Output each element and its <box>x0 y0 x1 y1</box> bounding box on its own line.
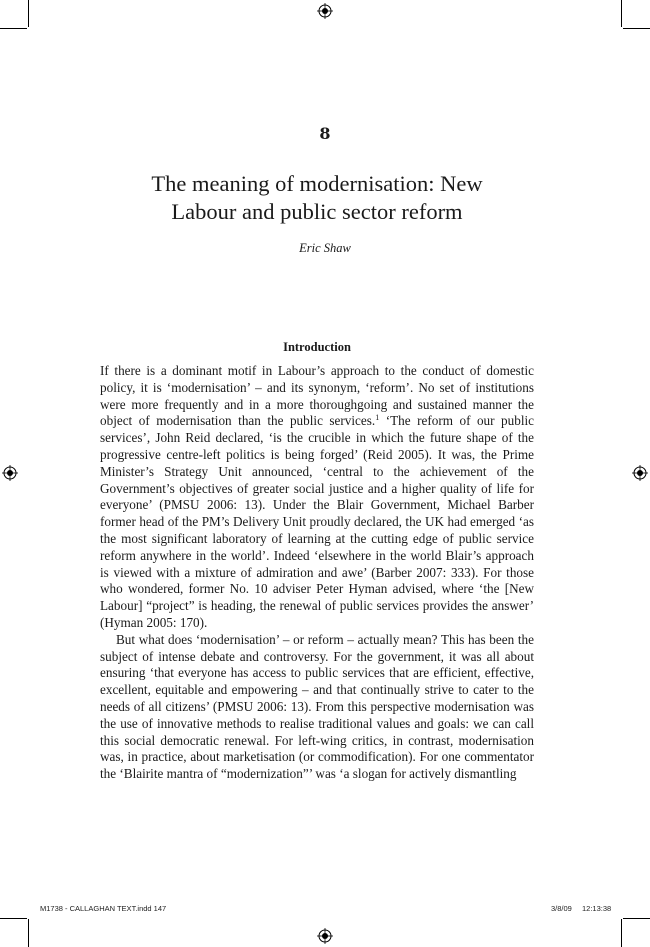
registration-mark-icon <box>317 928 333 944</box>
chapter-title <box>100 170 534 226</box>
crop-mark <box>28 919 29 947</box>
footnote-marker[interactable]: 1 <box>375 413 380 423</box>
crop-mark <box>0 918 27 919</box>
crop-mark <box>28 0 29 27</box>
chapter-number: 8 <box>319 124 331 143</box>
chapter-title-line-2: Labour and public sector reform <box>171 199 463 224</box>
paragraph: But what does ‘modernisation’ – or reform – actually mean? This has been the subject of intense debate and controversy. For the government, it was all about ensuring ‘that everyone has access to public services that are efficient, effective, excellent, equitable and empowering – and that continually strive to cater to the needs of all citizens’ (PMSU 2006: 13). From this perspective modernisation was the use of innovative methods to realise traditional values and goals: we can call this social democratic renewal. For left-wing critics, in contrast, modernisation was, in practice, about marketisation (or commodification). For one commentator the ‘Blairite mantra of “modernization”’ was ‘a slogan for actively dismantling <box>100 631 534 782</box>
paragraph-text: ‘The reform of our public services’, John Reid declared, ‘is the crucible in which the future shape of the progressive centre-left politics is being forged’ (Reid 2005). It was, the Prime Minister’s Strategy Unit announced, ‘central to the achievement of the Government’s objectives of greater social justice and a higher quality of life for everyone’ (PMSU 2006: 13). Under the Blair Government, Michael Barber former head of the PM’s Delivery Unit proudly declared, the UK had emerged ‘as the most significant laboratory of learning at the cutting edge of public service reform anywhere in the world’. Indeed ‘elsewhere in the world Blair’s approach is viewed with a mixture of admiration and awe’ (Barber 2007: 333). For those who wondered, former No. 10 adviser Peter Hyman advised, where ‘the [New Labour] “project” is heading, the renewal of public services provides the answer’ (Hyman 2005: 170). <box>100 413 534 630</box>
slug-file-info: M1738 - CALLAGHAN TEXT.indd 147 <box>40 904 167 913</box>
crop-mark <box>621 0 622 27</box>
chapter-title-line-1: The meaning of modernisation: New <box>151 171 483 196</box>
registration-mark-icon <box>632 465 648 481</box>
crop-mark <box>623 918 650 919</box>
slug-date: 3/8/09 <box>551 904 572 913</box>
paragraph <box>100 363 534 632</box>
registration-mark-icon <box>2 465 18 481</box>
crop-mark <box>0 28 27 29</box>
crop-mark <box>621 919 622 947</box>
slug-time: 12:13:38 <box>582 904 612 913</box>
section-heading: Introduction <box>283 340 351 354</box>
body-text <box>100 363 534 783</box>
chapter-author: Eric Shaw <box>299 241 351 255</box>
crop-mark <box>623 28 650 29</box>
registration-mark-icon <box>317 3 333 19</box>
paragraph-text: If there is a dominant motif in Labour’s approach to the conduct of domestic policy, it is ‘modernisation’ – and its synonym, ‘reform’. No set of institutions were more frequently and in a more thoroughgoing and sustained manner the object of modernisation than the public services. <box>100 363 534 429</box>
